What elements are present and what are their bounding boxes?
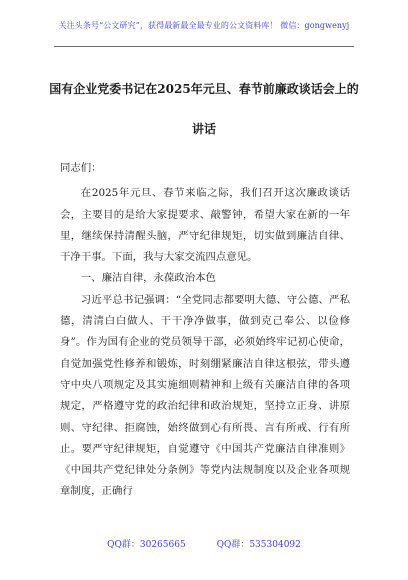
footer xyxy=(0,537,408,550)
document-subtitle: 讲话 xyxy=(191,122,216,136)
salutation: 同志们： xyxy=(60,162,102,174)
header-promo-text: 关注头条号“公文研究”，获得最新最全最专业的公文资料库！ 微信：gongwenyj xyxy=(58,21,350,30)
paragraph-intro: 在2025年元旦、春节来临之际，我们召开这次廉政谈话会，主要目的是给大家提要求、敲警钟，希望大家在新的一年里，继续保持清醒头脑，严守纪律规矩，切实做到廉洁自律、干净干事。下面，我与大家交流四点意见。 xyxy=(60,187,350,264)
header-divider xyxy=(54,46,354,47)
document-title: 国有企业党委书记在2025年元旦、春节前廉政谈话会上的 xyxy=(49,82,359,96)
section-heading: 一、廉洁自律，永葆政治本色 xyxy=(80,272,216,285)
footer-qq-group-2: QQ群：535304092 xyxy=(216,540,301,550)
footer-qq-group-1: QQ群：30265665 xyxy=(107,540,186,550)
document-body xyxy=(60,158,350,503)
paragraph-section-one: 习近平总书记强调：“全党同志都要明大德、守公德、严私德，清清白白做人、干干净净做事，做到克己奉公、以俭修身”。作为国有企业的党员领导干部，必须始终牢记初心使命，自觉加强党性修养和锻炼，时刻绷紧廉洁自律这根弦，带头遵守中央八项规定及其实施细则精神和上级有关廉洁自律的各项规定，严格遵守党的政治纪律和政治规矩，坚持立正身、讲原则、守纪律、拒腐蚀，始终做到心有所畏、言有所戒、行有所止。要严守纪律规矩，自觉遵守《中国共产党廉洁自律准则》《中国共产党纪律处分条例》等党内法规制度以及企业各项规章制度，正确行 xyxy=(60,293,350,498)
